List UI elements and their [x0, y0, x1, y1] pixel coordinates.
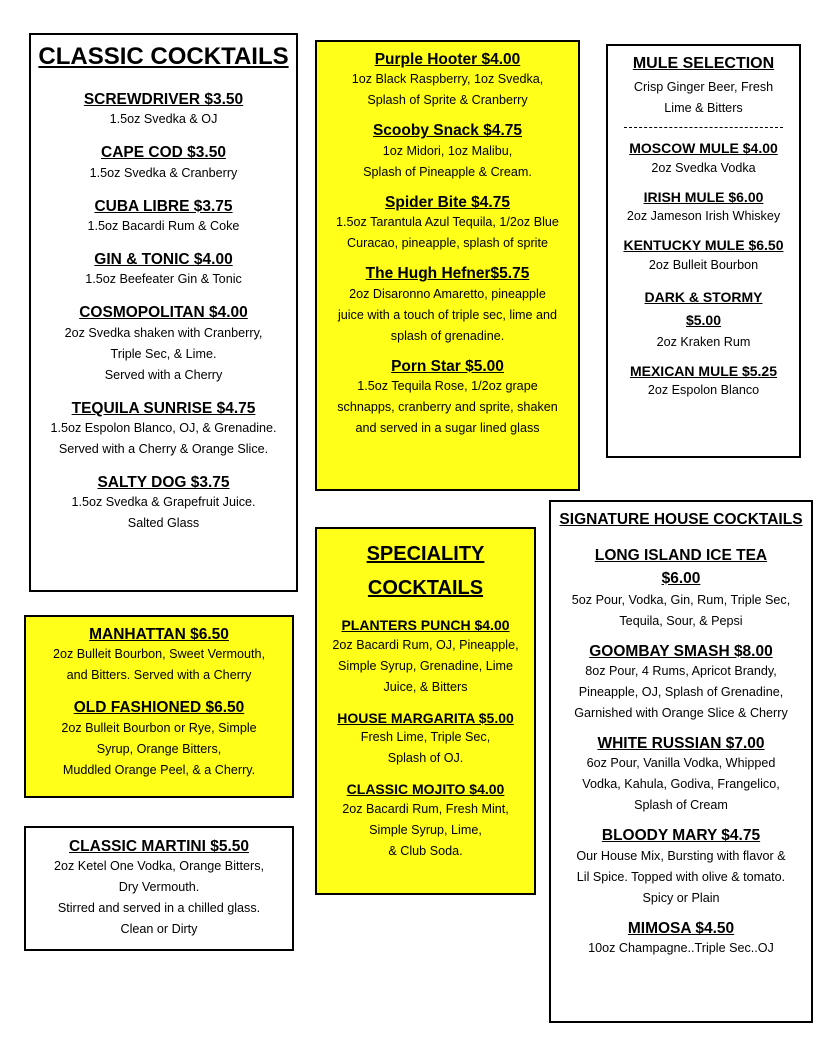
menu-item-description-line: Spicy or Plain	[642, 890, 720, 905]
menu-item-description	[608, 332, 799, 353]
menu-item	[26, 625, 292, 686]
menu-item	[26, 698, 292, 780]
menu-item-description	[317, 141, 578, 183]
menu-item	[317, 357, 578, 439]
menu-item	[317, 121, 578, 182]
menu-item	[551, 734, 811, 816]
menu-item-description	[31, 109, 296, 130]
menu-item-name: PLANTERS PUNCH $4.00	[341, 617, 510, 633]
menu-item-description-line: 2oz Ketel One Vodka, Orange Bitters,	[53, 859, 265, 874]
menu-item-name: SCREWDRIVER $3.50	[83, 90, 244, 108]
menu-item-description	[317, 376, 578, 439]
shooters-box	[315, 40, 580, 491]
menu-item-description-line: Simple Syrup, Grenadine, Lime	[338, 658, 513, 673]
menu-item-description	[551, 846, 811, 909]
menu-item-description	[317, 212, 578, 254]
mule-intro-line-2: Lime & Bitters	[664, 101, 743, 116]
mule-divider	[624, 127, 783, 128]
menu-item-description	[26, 644, 292, 686]
menu-item-name: $6.00	[661, 569, 701, 587]
menu-item-name: KENTUCKY MULE $6.50	[623, 237, 784, 254]
menu-item-description	[608, 158, 799, 179]
menu-item-description-line: 5oz Pour, Vodka, Gin, Rum, Triple Sec,	[571, 592, 791, 607]
menu-item-description-line: Muddled Orange Peel, & a Cherry.	[62, 762, 256, 777]
menu-item-description	[551, 661, 811, 724]
menu-item-name: LONG ISLAND ICE TEA	[594, 546, 768, 564]
menu-item-description	[608, 380, 799, 401]
signature-house-box	[549, 500, 813, 1023]
menu-item-name: WHITE RUSSIAN $7.00	[597, 734, 765, 752]
menu-item	[317, 710, 534, 770]
menu-item-description-line: 2oz Disaronno Amaretto, pineapple	[349, 286, 546, 301]
menu-item	[317, 781, 534, 862]
menu-item-description	[31, 418, 296, 460]
speciality-title-line1: SPECIALITY	[366, 543, 485, 565]
menu-item-name: HOUSE MARGARITA $5.00	[337, 709, 514, 726]
menu-item-description-line: Lil Spice. Topped with olive & tomato.	[576, 869, 786, 884]
manhattan-box	[24, 615, 294, 798]
menu-item-description	[317, 284, 578, 347]
menu-item-description-line: and served in a sugar lined glass	[355, 420, 540, 435]
menu-item-description-line: 2oz Svedka shaken with Cranberry,	[64, 325, 263, 340]
menu-item-description-line: Syrup, Orange Bitters,	[96, 741, 222, 756]
menu-item	[608, 286, 799, 353]
menu-item-name: CUBA LIBRE $3.75	[94, 197, 233, 215]
mule-intro	[608, 77, 799, 119]
menu-item-description-line: Served with a Cherry & Orange Slice.	[58, 442, 269, 457]
menu-item-description-line: Stirred and served in a chilled glass.	[57, 901, 261, 916]
menu-item-name: GOOMBAY SMASH $8.00	[589, 642, 773, 660]
menu-item-description-line: 1.5oz Svedka & Cranberry	[89, 165, 238, 180]
menu-item-name: IRISH MULE $6.00	[643, 188, 764, 205]
menu-item-description	[608, 206, 799, 227]
signature-house-title: SIGNATURE HOUSE COCKTAILS	[559, 511, 803, 528]
menu-item-description-line: Curacao, pineapple, splash of sprite	[347, 236, 548, 251]
menu-item	[31, 197, 296, 237]
menu-item-description-line: schnapps, cranberry and sprite, shaken	[337, 399, 558, 414]
menu-item-name: MANHATTAN $6.50	[89, 626, 229, 643]
menu-item	[551, 919, 811, 959]
menu-item-description	[551, 938, 811, 959]
menu-item	[31, 143, 296, 183]
menu-item-name: Purple Hooter $4.00	[374, 51, 521, 68]
menu-item-description-line: 1.5oz Tarantula Azul Tequila, 1/2oz Blue	[336, 215, 559, 230]
menu-item-name: TEQUILA SUNRISE $4.75	[71, 399, 256, 417]
menu-item-description-line: Simple Syrup, Lime,	[369, 822, 482, 837]
menu-item-description	[317, 69, 578, 111]
menu-item-description-line: 2oz Jameson Irish Whiskey	[626, 209, 781, 224]
menu-item-description	[551, 590, 811, 632]
menu-item-description-line: 10oz Champagne..Triple Sec..OJ	[588, 941, 774, 956]
menu-item-description-line: 2oz Kraken Rum	[656, 334, 751, 349]
menu-item	[31, 303, 296, 385]
menu-item	[31, 399, 296, 460]
menu-item-description-line: Served with a Cherry	[104, 367, 223, 382]
menu-item-description-line: & Club Soda.	[388, 843, 463, 858]
menu-item-name: Scooby Snack $4.75	[372, 122, 523, 140]
menu-item-description-line: Triple Sec, & Lime.	[110, 346, 217, 361]
menu-item-description-line: Juice, & Bitters	[383, 679, 468, 694]
menu-item-name: GIN & TONIC $4.00	[94, 250, 233, 268]
menu-item-name: SALTY DOG $3.75	[97, 474, 230, 492]
menu-item-description	[317, 799, 534, 862]
menu-item-description-line: 2oz Bulleit Bourbon	[648, 257, 759, 272]
menu-item-description-line: Splash of Cream	[634, 798, 728, 813]
menu-item	[551, 544, 811, 632]
menu-item-description-line: juice with a touch of triple sec, lime and	[337, 307, 558, 322]
menu-item-description-line: Fresh Lime, Triple Sec,	[360, 730, 491, 744]
menu-item-name: Porn Star $5.00	[391, 357, 504, 375]
menu-item-description-line: 6oz Pour, Vanilla Vodka, Whipped	[586, 756, 776, 771]
menu-item-description-line: 1.5oz Bacardi Rum & Coke	[87, 218, 240, 233]
menu-item-description	[31, 216, 296, 237]
menu-item	[31, 90, 296, 130]
menu-item-name: COSMOPOLITAN $4.00	[79, 304, 248, 322]
speciality-list	[317, 617, 534, 862]
mule-selection-box	[606, 44, 801, 458]
menu-item-description-line: 8oz Pour, 4 Rums, Apricot Brandy,	[585, 663, 777, 678]
menu-item-description-line: 2oz Bulleit Bourbon or Rye, Simple	[61, 720, 257, 735]
menu-item-description-line: 1.5oz Svedka & OJ	[109, 112, 218, 127]
mule-selection-title: MULE SELECTION	[632, 55, 775, 72]
menu-item-description	[551, 753, 811, 816]
menu-item	[551, 826, 811, 908]
menu-item-description-line: 1.5oz Beefeater Gin & Tonic	[85, 272, 242, 287]
manhattan-list	[26, 625, 292, 781]
signature-list	[551, 544, 811, 960]
menu-item	[31, 250, 296, 290]
menu-item-description	[317, 727, 534, 769]
menu-item-description-line: 2oz Bulleit Bourbon, Sweet Vermouth,	[52, 647, 266, 662]
menu-item	[317, 50, 578, 111]
menu-item-name: OLD FASHIONED $6.50	[73, 699, 245, 717]
menu-item-description-line: Splash of Sprite & Cranberry	[367, 93, 528, 108]
menu-item	[608, 237, 799, 276]
menu-item-description-line: 1oz Midori, 1oz Malibu,	[382, 143, 513, 158]
menu-item	[26, 837, 292, 940]
martini-box	[24, 826, 294, 951]
menu-item	[608, 189, 799, 228]
menu-item-name: $5.00	[685, 311, 722, 328]
menu-item	[317, 617, 534, 698]
menu-item-description-line: Splash of OJ.	[387, 751, 464, 765]
menu-item-description-line: 1.5oz Espolon Blanco, OJ, & Grenadine.	[50, 421, 277, 436]
menu-item-description-line: Tequila, Sour, & Pepsi	[619, 613, 743, 628]
menu-item-description	[31, 163, 296, 184]
mule-intro-text	[608, 77, 799, 119]
menu-item	[317, 193, 578, 254]
menu-item-description-line: Salted Glass	[127, 516, 200, 531]
menu-item-description	[31, 492, 296, 534]
menu-item-description-line: 2oz Svedka Vodka	[651, 160, 756, 175]
martini-list	[26, 837, 292, 940]
menu-item-description	[31, 269, 296, 290]
menu-item-name: CLASSIC MOJITO $4.00	[346, 781, 505, 797]
menu-item-description-line: Dry Vermouth.	[118, 880, 200, 895]
menu-item	[551, 642, 811, 724]
menu-item-description	[26, 856, 292, 940]
classic-cocktails-title: CLASSIC COCKTAILS	[38, 43, 289, 70]
menu-item-description-line: and Bitters. Served with a Cherry	[66, 668, 252, 683]
mule-list	[608, 140, 799, 401]
menu-item	[31, 473, 296, 534]
menu-item-name: MEXICAN MULE $5.25	[629, 362, 778, 379]
menu-item	[608, 140, 799, 179]
menu-item-name: DARK & STORMY	[644, 288, 763, 305]
menu-item-description-line: splash of grenadine.	[390, 328, 505, 343]
menu-item-description-line: 2oz Espolon Blanco	[647, 383, 760, 398]
speciality-cocktails-box	[315, 527, 536, 895]
menu-item-description-line: 2oz Bacardi Rum, OJ, Pineapple,	[332, 637, 519, 652]
menu-item-description-line: Garnished with Orange Slice & Cherry	[574, 705, 788, 720]
menu-item-name: MIMOSA $4.50	[627, 919, 735, 937]
speciality-title-line2: COCKTAILS	[367, 577, 484, 599]
menu-item-description-line: Vodka, Kahula, Godiva, Frangelico,	[582, 777, 780, 792]
menu-item-description-line: 2oz Bacardi Rum, Fresh Mint,	[342, 801, 509, 816]
menu-item	[608, 363, 799, 402]
menu-item-description-line: Pineapple, OJ, Splash of Grenadine,	[578, 684, 784, 699]
menu-item-description-line: 1.5oz Svedka & Grapefruit Juice.	[71, 495, 256, 510]
menu-item-description	[31, 323, 296, 386]
menu-item-description-line: Clean or Dirty	[120, 922, 198, 937]
menu-item-description	[317, 635, 534, 698]
shooters-list	[317, 50, 578, 439]
menu-item-description-line: 1.5oz Tequila Rose, 1/2oz grape	[357, 378, 538, 393]
menu-item	[317, 264, 578, 346]
menu-item-description-line: Splash of Pineapple & Cream.	[363, 164, 532, 179]
menu-item-description	[608, 255, 799, 276]
menu-item-description-line: 1oz Black Raspberry, 1oz Svedka,	[351, 72, 544, 87]
menu-item-description-line: Our House Mix, Bursting with flavor &	[576, 848, 786, 863]
menu-item-name: CLASSIC MARTINI $5.50	[68, 838, 249, 855]
menu-item-name: The Hugh Hefner$5.75	[365, 265, 530, 283]
menu-item-name: MOSCOW MULE $4.00	[629, 140, 778, 157]
classic-cocktails-list	[31, 90, 296, 535]
menu-item-description	[26, 718, 292, 781]
menu-item-name: CAPE COD $3.50	[101, 144, 226, 162]
menu-item-name: Spider Bite $4.75	[385, 193, 510, 211]
classic-cocktails-box	[29, 33, 298, 592]
mule-intro-line-1: Crisp Ginger Beer, Fresh	[633, 80, 774, 95]
menu-item-name: BLOODY MARY $4.75	[601, 827, 761, 845]
